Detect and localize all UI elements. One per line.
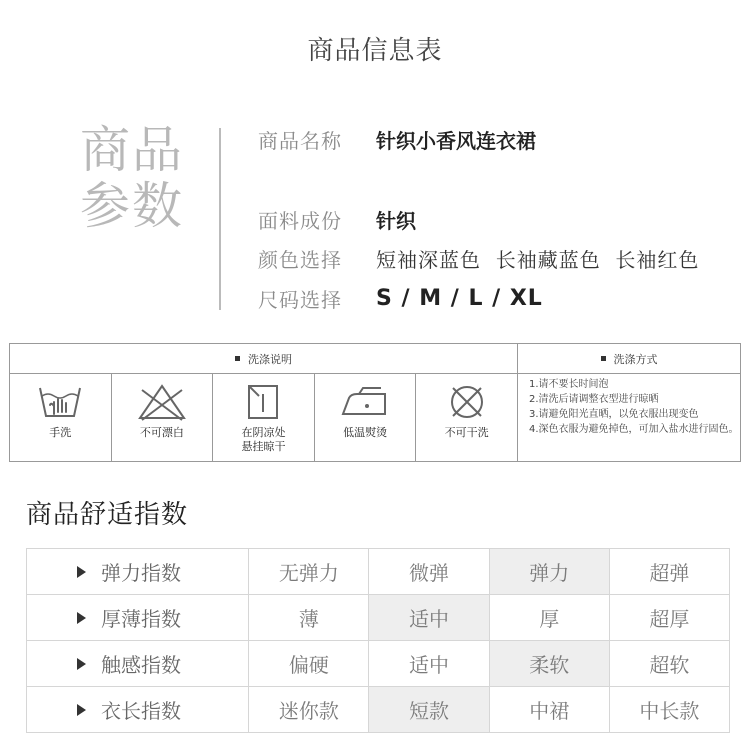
wash-note: 3.请避免阳光直晒，以免衣服出现变色 — [529, 409, 699, 420]
wash-cell — [213, 374, 315, 461]
wash-icons — [10, 374, 518, 461]
triangle-right-icon — [77, 704, 86, 716]
wash-cell — [10, 374, 112, 461]
info-row-fabric — [258, 204, 416, 234]
low-iron-icon — [337, 382, 393, 422]
comfort-option: 中长款 — [609, 687, 729, 733]
comfort-option: 迷你款 — [249, 687, 369, 733]
comfort-row-head: 厚薄指数 — [27, 595, 249, 641]
info-label: 尺码选择 — [258, 287, 342, 312]
no-bleach-icon — [134, 382, 190, 422]
wash-label: 手洗 — [49, 426, 72, 439]
comfort-row — [27, 641, 730, 687]
comfort-option: 超厚 — [609, 595, 729, 641]
info-value: 短袖深蓝色 长袖藏蓝色 长袖红色 — [376, 247, 700, 272]
wash-cell — [416, 374, 517, 461]
info-value: 针织 — [376, 208, 416, 233]
comfort-row — [27, 687, 730, 733]
page-title: 商品信息表 — [307, 36, 443, 66]
square-bullet-icon — [235, 356, 240, 361]
wash-method-header: 洗涤方式 — [518, 344, 740, 374]
shade-hang-dry-icon — [235, 382, 291, 422]
comfort-title: 商品舒适指数 — [26, 500, 189, 530]
square-bullet-icon — [601, 356, 606, 361]
comfort-option: 微弹 — [369, 549, 489, 595]
info-label: 面料成份 — [258, 208, 342, 233]
comfort-option: 中裙 — [489, 687, 609, 733]
info-row-color — [258, 243, 699, 273]
comfort-option: 薄 — [249, 595, 369, 641]
info-value: S / M / L / XL — [376, 285, 543, 311]
wash-label: 在阴凉处 悬挂晾干 — [241, 426, 286, 453]
wash-note: 1.请不要长时间泡 — [529, 379, 609, 390]
comfort-option: 超弹 — [609, 549, 729, 595]
triangle-right-icon — [77, 612, 86, 624]
comfort-row-head: 弹力指数 — [27, 549, 249, 595]
wash-note: 2.清洗后请调整衣型进行晾晒 — [529, 394, 659, 405]
params-heading — [80, 122, 200, 234]
wash-label: 不可漂白 — [139, 426, 184, 439]
wash-note: 4.深色衣服为避免掉色，可加入盐水进行固色。 — [529, 424, 739, 435]
comfort-row-head: 触感指数 — [27, 641, 249, 687]
comfort-option: 适中 — [369, 641, 489, 687]
divider — [219, 128, 221, 310]
comfort-option-selected: 短款 — [369, 687, 489, 733]
wash-table — [9, 343, 741, 462]
comfort-option-selected: 弹力 — [489, 549, 609, 595]
wash-instructions-header: 洗涤说明 — [10, 344, 518, 374]
wash-cell — [315, 374, 417, 461]
info-value: 针织小香风连衣裙 — [376, 128, 536, 153]
triangle-right-icon — [77, 658, 86, 670]
wash-label: 不可干洗 — [444, 426, 489, 439]
comfort-option-selected: 柔软 — [489, 641, 609, 687]
comfort-option: 厚 — [489, 595, 609, 641]
triangle-right-icon — [77, 566, 86, 578]
wash-notes — [529, 377, 739, 437]
wash-label: 低温熨烫 — [343, 426, 388, 439]
comfort-row — [27, 595, 730, 641]
params-heading-line1: 商品 — [80, 121, 184, 179]
comfort-row-head: 衣长指数 — [27, 687, 249, 733]
comfort-table — [26, 548, 730, 733]
info-row-name — [258, 124, 536, 154]
comfort-option: 偏硬 — [249, 641, 369, 687]
hand-wash-icon — [32, 382, 88, 422]
wash-cell — [112, 374, 214, 461]
info-row-size — [258, 283, 543, 313]
comfort-option: 超软 — [609, 641, 729, 687]
params-heading-line2: 参数 — [80, 177, 184, 235]
info-label: 商品名称 — [258, 128, 342, 153]
comfort-option-selected: 适中 — [369, 595, 489, 641]
no-dry-clean-icon — [439, 382, 495, 422]
info-label: 颜色选择 — [258, 247, 342, 272]
comfort-row — [27, 549, 730, 595]
comfort-option: 无弹力 — [249, 549, 369, 595]
